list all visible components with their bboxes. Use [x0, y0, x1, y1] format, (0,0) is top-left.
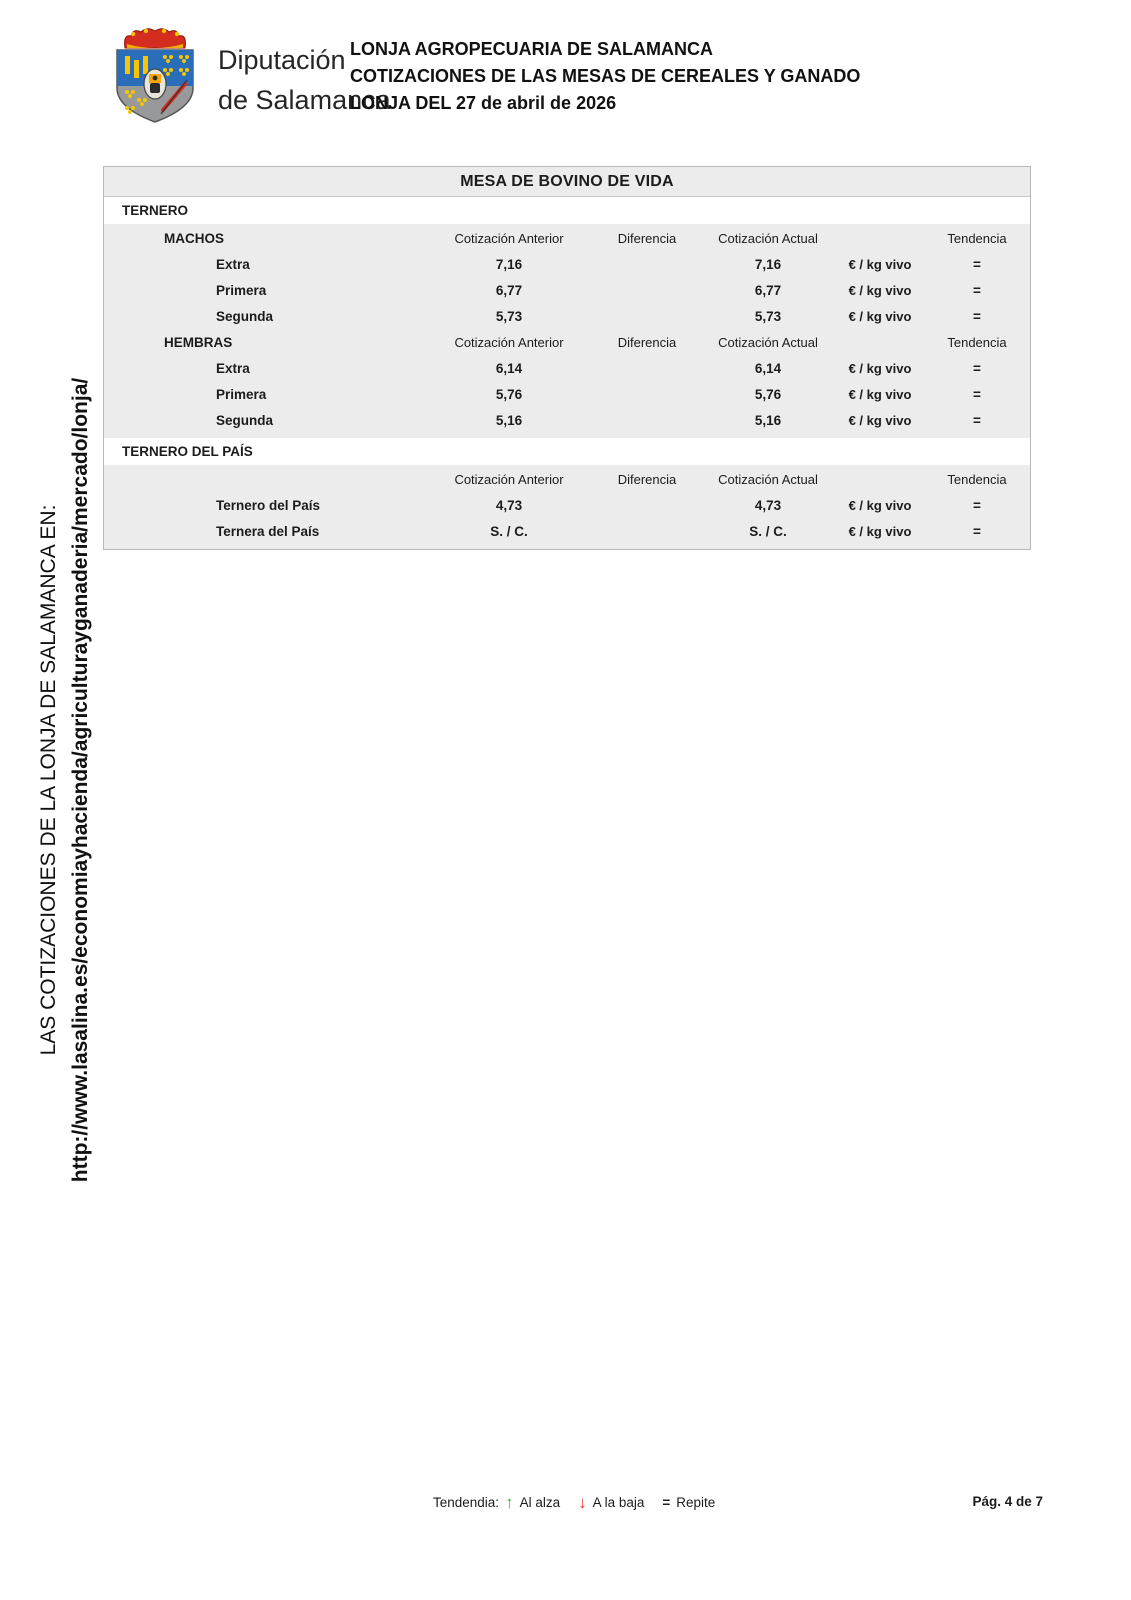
bovino-de-vida-table [103, 166, 1031, 550]
col-header-diferencia: Diferencia [617, 471, 677, 487]
cell-anterior: 5,16 [495, 412, 523, 428]
cell-tendencia: = [973, 256, 981, 272]
diputacion-logo [103, 26, 208, 124]
trend-down-icon: ↓ [578, 1493, 587, 1512]
page-number: Pág. 4 de 7 [972, 1494, 1043, 1509]
row-label: Ternero del País [216, 497, 321, 513]
cell-actual: 5,73 [754, 308, 782, 324]
table-row [104, 251, 1030, 277]
legend-up-label: Al alza [519, 1495, 561, 1510]
cell-tendencia: = [973, 497, 981, 513]
cell-tendencia: = [973, 308, 981, 324]
section-block [104, 465, 1030, 549]
cell-tendencia: = [973, 523, 981, 539]
cell-anterior: 5,73 [495, 308, 523, 324]
table-sections [104, 197, 1030, 549]
cell-actual: 7,16 [754, 256, 782, 272]
col-header-tendencia: Tendencia [947, 471, 1007, 487]
title-line-2: COTIZACIONES DE LAS MESAS DE CEREALES Y GANADO [350, 66, 861, 86]
legend-equals-label: Repite [676, 1495, 716, 1510]
sidebar-caption: LAS COTIZACIONES DE LA LONJA DE SALAMANCA EN: [37, 504, 60, 1056]
cell-actual: S. / C. [749, 523, 787, 539]
col-header-anterior: Cotización Anterior [454, 471, 564, 487]
col-header-actual: Cotización Actual [718, 471, 818, 487]
group-header-row [104, 329, 1030, 355]
cell-actual: 5,76 [754, 386, 782, 402]
cell-anterior: 6,77 [495, 282, 523, 298]
trend-legend [433, 1494, 715, 1511]
cell-unit: € / kg vivo [848, 282, 912, 298]
col-header-actual: Cotización Actual [718, 230, 818, 246]
cell-anterior: 6,14 [495, 360, 523, 376]
table-row [104, 492, 1030, 518]
row-label: Segunda [216, 412, 274, 428]
col-header-tendencia: Tendencia [947, 334, 1007, 350]
cell-tendencia: = [973, 360, 981, 376]
table-row [104, 407, 1030, 433]
title-line-1: LONJA AGROPECUARIA DE SALAMANCA [350, 39, 714, 59]
col-header-tendencia: Tendencia [947, 230, 1007, 246]
cell-unit: € / kg vivo [848, 256, 912, 272]
row-label: Extra [216, 256, 250, 272]
cell-actual: 6,14 [754, 360, 782, 376]
col-header-diferencia: Diferencia [617, 334, 677, 350]
row-label: Primera [216, 282, 267, 298]
group-name: HEMBRAS [164, 334, 233, 350]
row-label: Segunda [216, 308, 274, 324]
cell-tendencia: = [973, 412, 981, 428]
cell-actual: 6,77 [754, 282, 782, 298]
document-title [350, 36, 860, 117]
sidebar-rotated-text [33, 330, 99, 1230]
trend-up-icon: ↑ [505, 1493, 514, 1512]
col-header-anterior: Cotización Anterior [454, 230, 564, 246]
table-row [104, 518, 1030, 544]
cell-unit: € / kg vivo [848, 497, 912, 513]
col-header-actual: Cotización Actual [718, 334, 818, 350]
row-label: Extra [216, 360, 250, 376]
table-title: MESA DE BOVINO DE VIDA [104, 167, 1030, 197]
legend-label: Tendendia: [433, 1495, 500, 1510]
group-header-row [104, 225, 1030, 251]
col-header-anterior: Cotización Anterior [454, 334, 564, 350]
cell-actual: 5,16 [754, 412, 782, 428]
coat-of-arms-icon [103, 26, 208, 124]
logo-text-line2: de Salamanca [218, 85, 391, 115]
group-header-row [104, 466, 1030, 492]
table-row [104, 355, 1030, 381]
cell-tendencia: = [973, 282, 981, 298]
cell-anterior: S. / C. [490, 523, 528, 539]
cell-unit: € / kg vivo [848, 308, 912, 324]
cell-actual: 4,73 [754, 497, 782, 513]
table-row [104, 381, 1030, 407]
cell-unit: € / kg vivo [848, 360, 912, 376]
cell-anterior: 4,73 [495, 497, 523, 513]
trend-equals-icon: = [662, 1495, 671, 1510]
logo-text-line1: Diputación [218, 45, 346, 75]
legend-down-label: A la baja [592, 1495, 645, 1510]
cell-anterior: 5,76 [495, 386, 523, 402]
table-row [104, 303, 1030, 329]
cell-unit: € / kg vivo [848, 412, 912, 428]
section-header: TERNERO [104, 197, 1030, 224]
row-label: Primera [216, 386, 267, 402]
sidebar-url-link[interactable]: http://www.lasalina.es/economiayhacienda/agriculturayganaderia/mercado/lonja/ [69, 377, 92, 1183]
table-row [104, 277, 1030, 303]
cell-anterior: 7,16 [495, 256, 523, 272]
cell-unit: € / kg vivo [848, 386, 912, 402]
section-header: TERNERO DEL PAÍS [104, 438, 1030, 465]
title-line-3: LONJA DEL 27 de abril de 2026 [350, 93, 617, 113]
cell-tendencia: = [973, 386, 981, 402]
row-label: Ternera del País [216, 523, 320, 539]
group-name: MACHOS [164, 230, 224, 246]
cell-unit: € / kg vivo [848, 523, 912, 539]
section-block [104, 224, 1030, 438]
col-header-diferencia: Diferencia [617, 230, 677, 246]
